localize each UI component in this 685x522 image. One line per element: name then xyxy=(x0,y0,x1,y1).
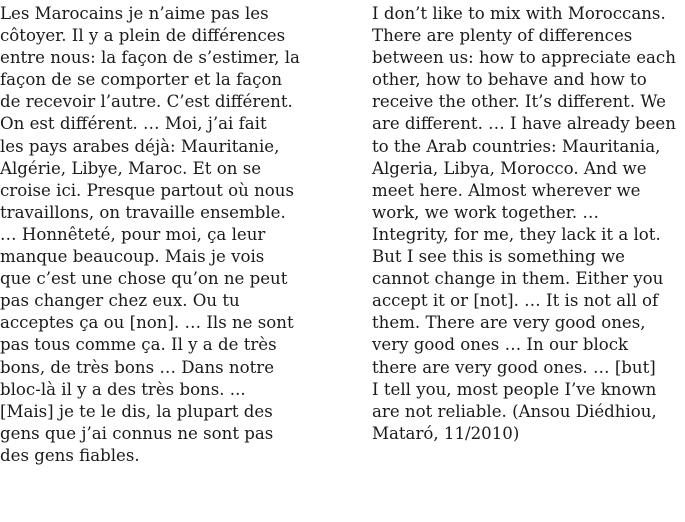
english-line: Integrity, for me, they lack it a lot. xyxy=(372,224,661,244)
english-line: between us: how to appreciate each xyxy=(372,48,676,68)
english-line: But I see this is something we xyxy=(372,247,625,267)
english-line: very good ones … In our block xyxy=(372,335,629,355)
english-line: there are very good ones. … [but] xyxy=(372,357,656,377)
french-line: côtoyer. Il y a plein de différences xyxy=(0,26,286,46)
english-line: are not reliable. (Ansou Diédhiou, xyxy=(372,401,657,421)
french-line: [Mais] je te le dis, la plupart des xyxy=(0,401,273,421)
french-line: gens que j’ai connus ne sont pas xyxy=(0,423,274,443)
french-line: acceptes ça ou [non]. … Ils ne sont xyxy=(0,313,294,333)
french-line: croise ici. Presque partout où nous xyxy=(0,180,294,200)
english-line: There are plenty of differences xyxy=(372,26,633,46)
french-line: de recevoir l’autre. C’est différent. xyxy=(0,92,293,112)
english-line: I don’t like to mix with Moroccans. xyxy=(372,4,666,23)
french-line: pas changer chez eux. Ou tu xyxy=(0,291,240,311)
french-line: pas tous comme ça. Il y a de très xyxy=(0,335,277,355)
french-line: les pays arabes déjà: Mauritanie, xyxy=(0,136,280,156)
english-translation-column xyxy=(372,3,685,445)
english-line: I tell you, most people I’ve known xyxy=(372,379,657,399)
english-line: accept it or [not]. … It is not all of xyxy=(372,291,659,311)
english-line: them. There are very good ones, xyxy=(372,313,646,333)
english-line: Algeria, Libya, Morocco. And we xyxy=(372,158,647,178)
french-line: façon de se comporter et la façon xyxy=(0,70,283,90)
english-line: to the Arab countries: Mauritania, xyxy=(372,136,661,156)
french-line: entre nous: la façon de s’estimer, la xyxy=(0,48,300,68)
french-line: manque beaucoup. Mais je vois xyxy=(0,247,265,267)
english-line: meet here. Almost wherever we xyxy=(372,180,641,200)
english-line: work, we work together. … xyxy=(372,202,600,222)
french-quote-column xyxy=(0,3,340,467)
french-line: des gens fiables. xyxy=(0,445,140,465)
french-line: bons, de très bons … Dans notre xyxy=(0,357,275,377)
english-line: receive the other. It’s different. We xyxy=(372,92,666,112)
english-line: other, how to behave and how to xyxy=(372,70,647,90)
french-line: … Honnêteté, pour moi, ça leur xyxy=(0,224,266,244)
french-line: Les Marocains je n’aime pas les xyxy=(0,4,269,23)
french-line: bloc-là il y a des très bons. ... xyxy=(0,379,246,399)
french-line: On est différent. … Moi, j’ai fait xyxy=(0,114,267,134)
english-line: Mataró, 11/2010) xyxy=(372,423,520,443)
french-line: Algérie, Libye, Maroc. Et on se xyxy=(0,158,262,178)
french-line: travaillons, on travaille ensemble. xyxy=(0,202,286,222)
english-line: cannot change in them. Either you xyxy=(372,269,664,289)
english-line: are different. … I have already been xyxy=(372,114,676,134)
french-line: que c’est une chose qu’on ne peut xyxy=(0,269,288,289)
